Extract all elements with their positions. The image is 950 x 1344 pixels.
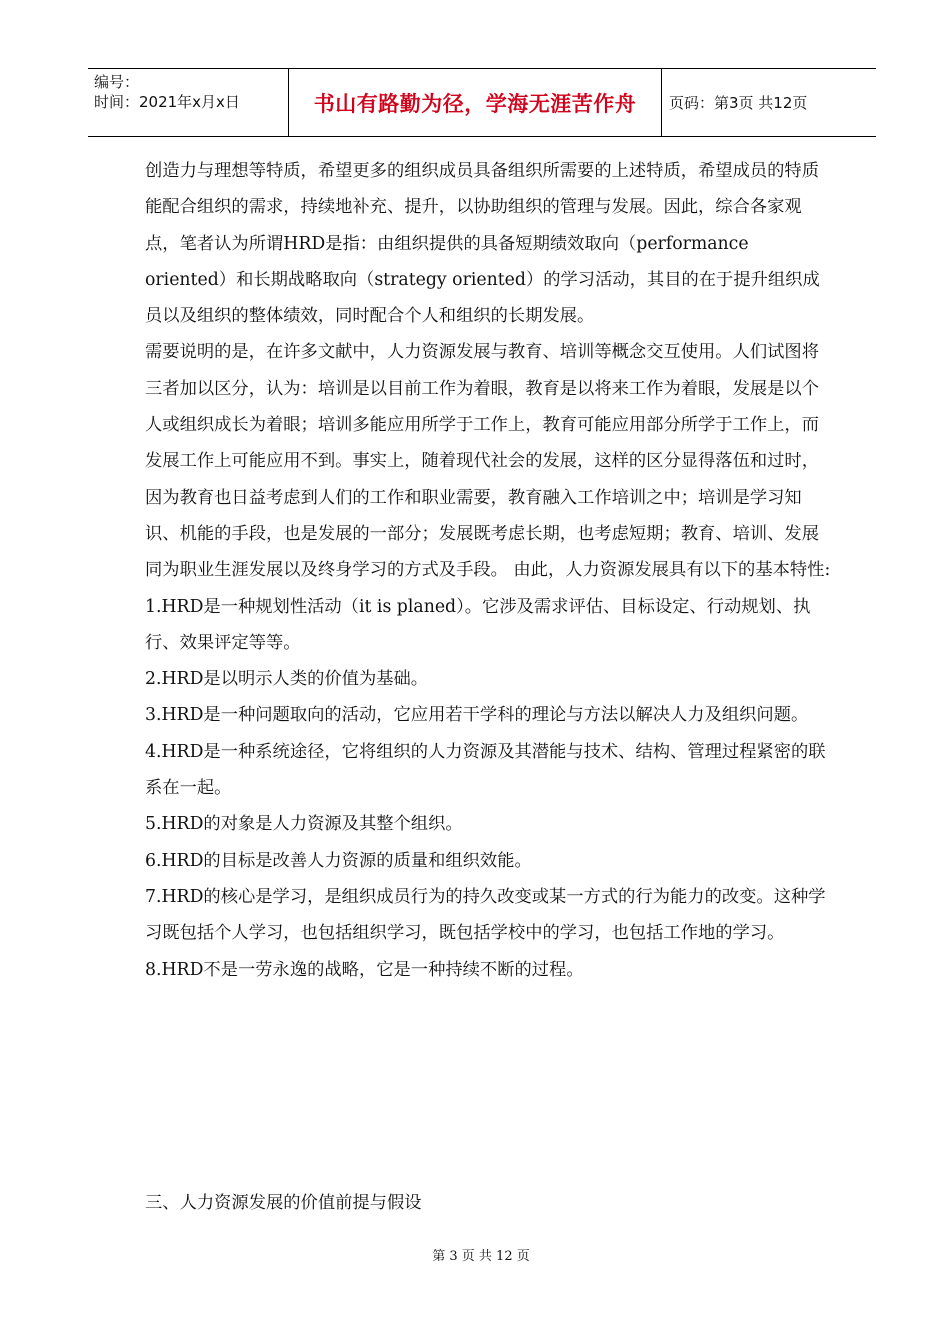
header-motto-cell <box>288 69 662 136</box>
footer-page-number: 第 3 页 共 12 页 <box>432 1249 530 1264</box>
list-item: 5.HRD的对象是人力资源及其整个组织。 <box>145 814 463 835</box>
paragraph: 需要说明的是，在许多文献中，人力资源发展与教育、培训等概念交互使用。人们试图将三者加以区分，认为：培训是以目前工作为着眼，教育是以将来工作为着眼，发展是以个人或组织成长为着眼；培训多能应用所学于工作上，教育可能应用部分所学于工作上，而发展工作上可能应用不到。事实上，随着现代社会的发展，这样的区分显得落伍和过时，因为教育也日益考虑到人们的工作和职业需要，教育融入工作培训之中；培训是学习知识、机能的手段，也是发展的一部分；发展既考虑长期，也考虑短期；教育、培训、发展同为职业生涯发展以及终身学习的方式及手段。 由此，人力资源发展具有以下的基本特性: <box>145 342 831 581</box>
document-body <box>145 153 835 988</box>
paragraph: 创造力与理想等特质，希望更多的组织成员具备组织所需要的上述特质，希望成员的特质能配合组织的需求，持续地补充、提升，以协助组织的管理与发展。因此，综合各家观点，笔者认为所谓HRD是指：由组织提供的具备短期绩效取向（performance oriented）和长期战略取向（strategy oriented）的学习活动，其目的在于提升组织成员以及组织的整体绩效，同时配合个人和组织的长期发展。 <box>145 161 820 327</box>
list-item: 7.HRD的核心是学习，是组织成员行为的持久改变或某一方式的行为能力的改变。这种学习既包括个人学习，也包括组织学习，既包括学校中的学习，也包括工作地的学习。 <box>145 886 826 944</box>
motto-text: 书山有路勤为径，学海无涯苦作舟 <box>313 91 637 116</box>
header-meta <box>88 69 288 139</box>
section-heading: 三、人力资源发展的价值前提与假设 <box>145 1193 422 1213</box>
header-page-info: 页码：第3页 共12页 <box>669 94 808 112</box>
page-footer <box>0 1245 950 1264</box>
list-item: 4.HRD是一种系统途径，它将组织的人力资源及其潜能与技术、结构、管理过程紧密的联系在一起。 <box>145 741 826 799</box>
serial-label: 编号： <box>94 73 140 91</box>
list-item: 2.HRD是以明示人类的价值为基础。 <box>145 669 429 690</box>
page-header <box>88 68 876 137</box>
time-label: 时间：2021年x月x日 <box>94 93 240 111</box>
list-item: 6.HRD的目标是改善人力资源的质量和组织效能。 <box>145 850 532 871</box>
list-item: 8.HRD不是一劳永逸的战略，它是一种持续不断的过程。 <box>145 959 584 980</box>
list-item: 1.HRD是一种规划性活动（it is planed）。它涉及需求评估、目标设定、行动规划、执行、效果评定等等。 <box>145 596 811 653</box>
list-item: 3.HRD是一种问题取向的活动，它应用若干学科的理论与方法以解决人力及组织问题。 <box>145 705 809 726</box>
